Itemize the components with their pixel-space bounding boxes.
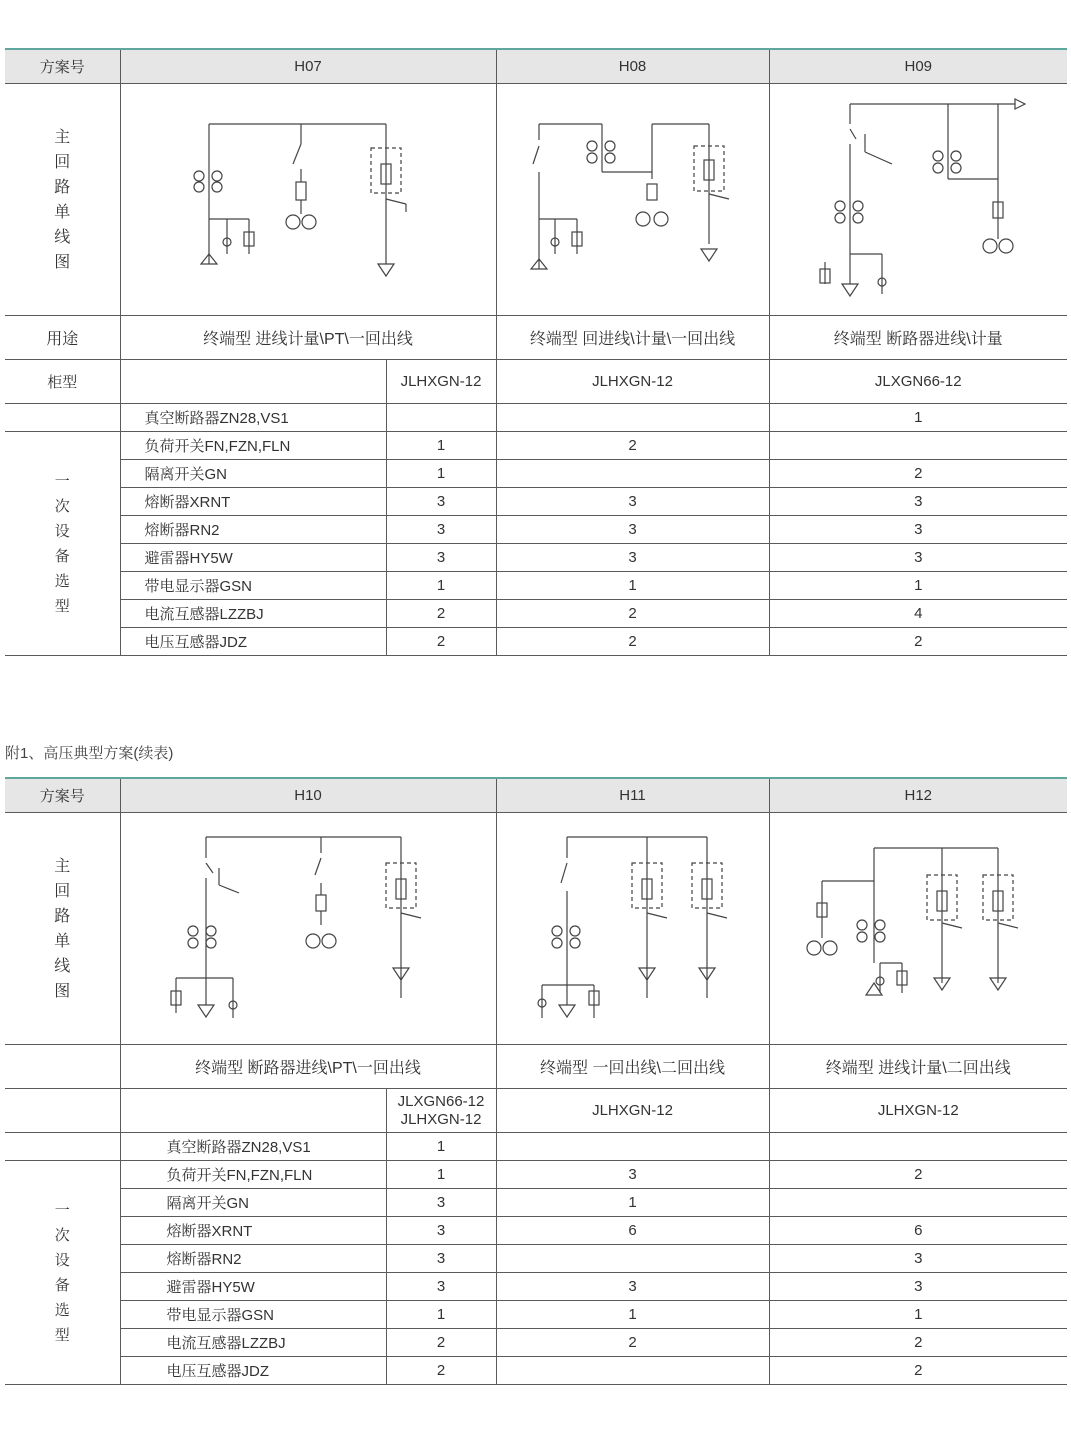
blank-cell: [5, 404, 120, 432]
scheme-h07: H07: [120, 49, 496, 84]
equipment-value: 2: [386, 628, 496, 656]
type-h12: JLHXGN-12: [769, 1089, 1067, 1133]
equipment-value: 3: [769, 544, 1067, 572]
equipment-name: 带电显示器GSN: [120, 1301, 386, 1329]
table-row: [5, 628, 1067, 656]
equipment-name: 负荷开关FN,FZN,FLN: [120, 432, 386, 460]
equipment-value: 2: [496, 1329, 769, 1357]
header-row: [5, 778, 1067, 813]
use-h12: 终端型 进线计量\二回出线: [769, 1045, 1067, 1089]
table-row: [5, 432, 1067, 460]
table-row: [5, 1189, 1067, 1217]
scheme-h12: H12: [769, 778, 1067, 813]
equipment-value: 2: [769, 628, 1067, 656]
diagram-label: [5, 84, 120, 316]
use-h10: 终端型 断路器进线\PT\一回出线: [120, 1045, 496, 1089]
table-row: [5, 516, 1067, 544]
equipment-value: 1: [769, 1301, 1067, 1329]
use-row: [5, 316, 1067, 360]
use-h08: 终端型 回进线\计量\一回出线: [496, 316, 769, 360]
equipment-name: 真空断路器ZN28,VS1: [120, 404, 386, 432]
type-spacer: [120, 1089, 386, 1133]
table-row: [5, 488, 1067, 516]
blank-cell: [5, 1089, 120, 1133]
table-row: [5, 404, 1067, 432]
equipment-value: 2: [386, 1329, 496, 1357]
equipment-value: 2: [769, 1161, 1067, 1189]
single-line-diagram-h10: [121, 813, 497, 1044]
table-row: [5, 600, 1067, 628]
table-row: [5, 460, 1067, 488]
equipment-value: 1: [496, 572, 769, 600]
use-h09: 终端型 断路器进线\计量: [769, 316, 1067, 360]
equipment-value: 3: [386, 1273, 496, 1301]
equipment-name: 隔离开关GN: [120, 1189, 386, 1217]
scheme-h11: H11: [496, 778, 769, 813]
table-row: [5, 1133, 1067, 1161]
header-row: [5, 49, 1067, 84]
table-row: [5, 1357, 1067, 1385]
equipment-value: 3: [769, 488, 1067, 516]
table-row: [5, 1301, 1067, 1329]
type-h10-line1: JLXGN66-12: [397, 1092, 485, 1110]
diagram-row: [5, 84, 1067, 316]
equipment-value: 1: [496, 1189, 769, 1217]
equipment-value: [769, 1133, 1067, 1161]
equipment-name: 真空断路器ZN28,VS1: [120, 1133, 386, 1161]
equipment-value: 3: [386, 1189, 496, 1217]
diagram-h12: [769, 813, 1067, 1045]
equipment-label: [5, 1161, 120, 1385]
equipment-value: 6: [496, 1217, 769, 1245]
equipment-value: 3: [386, 544, 496, 572]
equipment-value: [386, 404, 496, 432]
table-row: [5, 1329, 1067, 1357]
single-line-diagram-h09: [770, 84, 1068, 315]
blank-cell: [5, 1133, 120, 1161]
equipment-name: 带电显示器GSN: [120, 572, 386, 600]
equipment-name: 熔断器XRNT: [120, 1217, 386, 1245]
equipment-value: [769, 1189, 1067, 1217]
equipment-value: 3: [769, 1245, 1067, 1273]
diagram-h08: [496, 84, 769, 316]
diagram-label-text: 主回路单线图: [54, 857, 71, 1000]
use-label: 用途: [5, 316, 120, 360]
equipment-name: 熔断器RN2: [120, 1245, 386, 1273]
type-h08: JLHXGN-12: [496, 360, 769, 404]
equipment-value: 1: [769, 572, 1067, 600]
equipment-value: 3: [496, 488, 769, 516]
type-spacer: [120, 360, 386, 404]
equipment-value: 1: [386, 432, 496, 460]
table-row: [5, 1273, 1067, 1301]
equipment-value: 1: [769, 404, 1067, 432]
type-h11: JLHXGN-12: [496, 1089, 769, 1133]
equipment-name: 电压互感器JDZ: [120, 1357, 386, 1385]
continuation-note: 附1、高压典型方案(续表): [5, 745, 174, 762]
type-h10-line2: JLHXGN-12: [400, 1110, 482, 1128]
equipment-value: [496, 1245, 769, 1273]
equipment-name: 负荷开关FN,FZN,FLN: [120, 1161, 386, 1189]
single-line-diagram-h11: [497, 813, 770, 1044]
type-row: [5, 360, 1067, 404]
equipment-value: 6: [769, 1217, 1067, 1245]
equipment-value: 3: [496, 544, 769, 572]
header-label: 方案号: [5, 778, 120, 813]
table-row: [5, 572, 1067, 600]
equipment-value: 2: [386, 1357, 496, 1385]
scheme-table-2: [5, 777, 1067, 1385]
single-line-diagram-h07: [121, 84, 497, 315]
scheme-h09: H09: [769, 49, 1067, 84]
equipment-value: 2: [496, 600, 769, 628]
scheme-table-1: [5, 48, 1067, 656]
single-line-diagram-h12: [770, 813, 1068, 1044]
type-h09: JLXGN66-12: [769, 360, 1067, 404]
equipment-value: [496, 404, 769, 432]
equipment-value: 3: [386, 488, 496, 516]
equipment-name: 熔断器XRNT: [120, 488, 386, 516]
use-row: [5, 1045, 1067, 1089]
equipment-value: 2: [496, 628, 769, 656]
equipment-value: [496, 1357, 769, 1385]
equipment-value: 3: [496, 516, 769, 544]
header-label: 方案号: [5, 49, 120, 84]
blank-cell: [5, 1045, 120, 1089]
equipment-value: 3: [386, 1245, 496, 1273]
single-line-diagram-h08: [497, 84, 770, 315]
equipment-name: 避雷器HY5W: [120, 1273, 386, 1301]
equipment-value: 1: [386, 572, 496, 600]
equipment-label-text: 一次设备选型: [54, 1201, 70, 1344]
equipment-name: 熔断器RN2: [120, 516, 386, 544]
equipment-value: 2: [769, 1357, 1067, 1385]
diagram-h10: [120, 813, 496, 1045]
equipment-name: 隔离开关GN: [120, 460, 386, 488]
equipment-value: 3: [496, 1161, 769, 1189]
equipment-label-text: 一次设备选型: [54, 472, 70, 615]
table-row: [5, 1245, 1067, 1273]
diagram-h07: [120, 84, 496, 316]
diagram-label: [5, 813, 120, 1045]
equipment-value: [496, 1133, 769, 1161]
table-row: [5, 1161, 1067, 1189]
equipment-value: 2: [769, 460, 1067, 488]
table-row: [5, 544, 1067, 572]
equipment-value: 2: [386, 600, 496, 628]
type-row: [5, 1089, 1067, 1133]
equipment-name: 避雷器HY5W: [120, 544, 386, 572]
equipment-value: [769, 432, 1067, 460]
scheme-h08: H08: [496, 49, 769, 84]
equipment-value: 1: [386, 1161, 496, 1189]
equipment-value: 3: [496, 1273, 769, 1301]
equipment-name: 电压互感器JDZ: [120, 628, 386, 656]
equipment-value: 1: [386, 460, 496, 488]
type-h07: JLHXGN-12: [386, 360, 496, 404]
diagram-h09: [769, 84, 1067, 316]
equipment-value: 2: [769, 1329, 1067, 1357]
table-row: [5, 1217, 1067, 1245]
type-label: 柜型: [5, 360, 120, 404]
diagram-h11: [496, 813, 769, 1045]
equipment-value: 3: [769, 1273, 1067, 1301]
equipment-value: 1: [496, 1301, 769, 1329]
equipment-value: 1: [386, 1133, 496, 1161]
equipment-value: 2: [496, 432, 769, 460]
equipment-value: 3: [386, 516, 496, 544]
use-h07: 终端型 进线计量\PT\一回出线: [120, 316, 496, 360]
diagram-label-text: 主回路单线图: [54, 128, 71, 271]
equipment-name: 电流互感器LZZBJ: [120, 600, 386, 628]
equipment-value: [496, 460, 769, 488]
equipment-name: 电流互感器LZZBJ: [120, 1329, 386, 1357]
equipment-value: 3: [386, 1217, 496, 1245]
equipment-label: [5, 432, 120, 656]
diagram-row: [5, 813, 1067, 1045]
type-h10: [386, 1089, 496, 1133]
scheme-h10: H10: [120, 778, 496, 813]
equipment-value: 1: [386, 1301, 496, 1329]
equipment-value: 3: [769, 516, 1067, 544]
equipment-value: 4: [769, 600, 1067, 628]
use-h11: 终端型 一回出线\二回出线: [496, 1045, 769, 1089]
